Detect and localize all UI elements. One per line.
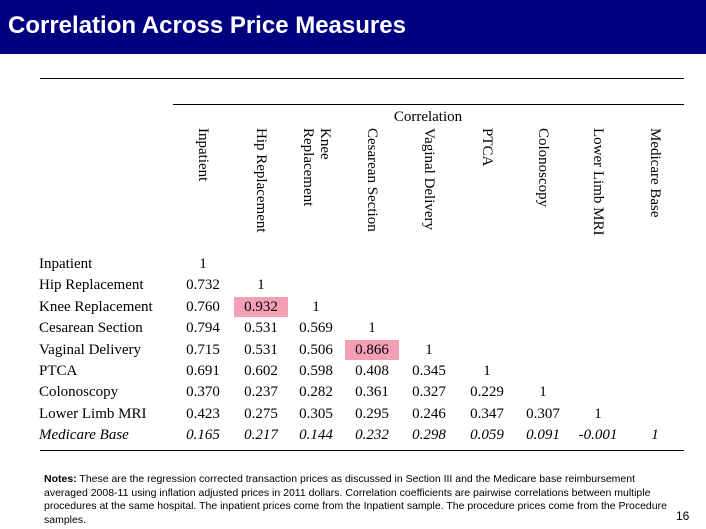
row-label: Inpatient [39,256,93,272]
column-header-line: Vaginal Delivery [421,128,438,231]
table-cell: 0.408 [355,363,389,379]
column-header-text [409,128,449,246]
table-cell: 0.361 [355,384,389,401]
notes [44,473,668,527]
table-cell: 0.237 [244,384,278,401]
column-header-text [241,128,281,246]
column-header-text [183,128,223,246]
table-cell: 1 [199,256,207,272]
table-cell: 1 [651,427,659,444]
table-cell: 0.091 [526,427,560,444]
table-cell: 0.531 [244,320,278,337]
table-cell: 0.794 [186,320,220,337]
table-cell: 0.295 [355,405,389,422]
column-header [467,128,507,246]
column-header-line: Replacement [300,128,316,207]
notes-label: Notes: [44,473,77,485]
table-top-rule [40,78,684,79]
column-header [183,128,223,246]
header-rule [173,104,684,105]
table-cell: 0.144 [299,427,333,444]
table-cell: 0.760 [186,298,220,315]
column-header-line: Cesarean Section [364,128,381,232]
table-cell: 0.246 [412,405,446,422]
column-header [578,128,618,246]
table-cell: 0.059 [470,427,504,444]
column-header-text [296,128,336,246]
correlation-group-header: Correlation [393,109,463,125]
table-cell: 0.598 [299,363,333,379]
table-cell: 1 [483,363,491,379]
table-cell: 0.165 [186,427,220,444]
row-label: Cesarean Section [39,320,143,337]
table-cell: 0.347 [470,405,504,422]
table-cell: 0.217 [244,427,278,444]
table-cell: 0.370 [186,384,220,401]
column-header-line: Lower Limb MRI [590,128,607,236]
row-label: Lower Limb MRI [39,405,147,422]
table-cell: 0.298 [412,427,446,444]
table-cell: 0.866 [345,340,399,360]
title-bar [0,0,706,54]
column-header-text [635,128,675,246]
table-cell: 0.715 [186,341,220,358]
column-header [409,128,449,246]
column-header [352,128,392,246]
column-header-line: Hip Replacement [253,128,270,233]
column-header [296,128,336,246]
table-cell: 0.275 [244,405,278,422]
table-cell: 0.932 [234,297,288,317]
table-cell: 0.732 [186,277,220,294]
column-header [635,128,675,246]
table-cell: 0.531 [244,341,278,358]
row-label: Medicare Base [39,427,129,444]
column-header-text [578,128,618,246]
table-cell: 1 [425,341,433,358]
row-label: Vaginal Delivery [39,341,142,358]
row-label: PTCA [39,363,78,379]
notes-text: These are the regression corrected transaction prices as discussed in Section III and the Medicare base reimbursement averaged 2008-11 using inflation adjusted prices in 2011 dollars. Correlation coefficients are pairwise correlations between multiple procedures at the same hospital. The inpatient prices come from the Inpatient sample. The procedure prices come from the Procedure samples. [44,473,667,526]
row-label: Knee Replacement [39,298,153,315]
column-header-line: PTCA [479,128,496,167]
table-bottom-rule [40,450,684,451]
table-cell: 1 [539,384,547,401]
column-header-line: Colonoscopy [535,128,552,208]
table-cell: 1 [257,277,265,294]
table-cell: 0.345 [412,363,446,379]
column-header-text [352,128,392,246]
table-cell: 1 [312,298,320,315]
column-header-text [523,128,563,246]
page-number: 16 [676,509,690,523]
table-cell: 0.691 [186,363,220,379]
table-cell: 0.305 [299,405,333,422]
table-cell: 0.307 [526,405,560,422]
table-cell: 0.327 [412,384,446,401]
table-cell: 1 [594,405,602,422]
table-cell: 0.229 [470,384,504,401]
column-header [523,128,563,246]
table-cell: 0.232 [355,427,389,444]
table-cell: 0.602 [244,363,278,379]
column-header-line: Knee [317,128,333,160]
column-header-line: Inpatient [195,128,212,182]
table-cell: 0.282 [299,384,333,401]
row-label: Colonoscopy [39,384,119,401]
table-cell: 1 [368,320,376,337]
table-cell: 0.569 [299,320,333,337]
row-label: Hip Replacement [39,277,144,294]
column-header-text [467,128,507,246]
column-header-line: Medicare Base [647,128,664,218]
table-cell: -0.001 [578,427,618,444]
column-header [241,128,281,246]
slide-title: Correlation Across Price Measures [8,12,406,39]
table-cell: 0.423 [186,405,220,422]
table-cell: 0.506 [299,341,333,358]
